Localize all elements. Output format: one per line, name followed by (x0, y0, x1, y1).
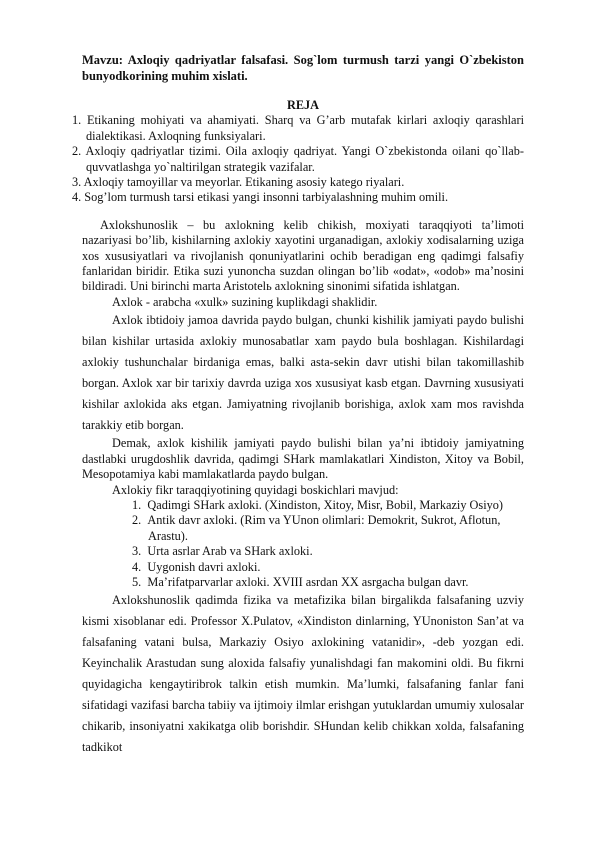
stage-item: 1. Qadimgi SHark axloki. (Xindiston, Xitoy, Misr, Bobil, Markaziy Osiyo) (132, 497, 504, 512)
paragraph-origin: Axlok ibtidoiy jamoa davrida paydo bulgan, chunki kishilik jamiyati paydo bulishi bilan kishilar urtasida axlokiy munosabatlar xam paydo bula boshlagan. Kishilardagi axlokiy tushunchalar birdaniga emas, balki asta-sekin davr utishi bilan takomillashib borgan. Axlok xar bir tarixiy davrda uziga xos xususiyat kasb etgan. Davrning xususiyati kishilar axlokida aks etgan. Jamiyatning rivojlanib borishiga, axlok xam mos ravishda tarakkiy etib borgan. (82, 313, 524, 433)
document-page (72, 52, 524, 758)
paragraph-stages-intro: Axlokiy fikr taraqqiyotining quyidagi boskichlari mavjud: (112, 482, 399, 497)
stages-list (82, 498, 524, 590)
stage-item: 2. Antik davr axloki. (Rim va YUnon olimlari: Demokrit, Sukrot, Aflotun, Arastu). (132, 513, 501, 543)
paragraph-history: Axlokshunoslik qadimda fizika va metafizika bilan birgalikda falsafaning uzviy kismi xisoblanar edi. Professor X.Pulatov, «Xindiston dinlarning, YUnoniston San’at va falsafaning vatani bulsa, Markaziy Osiyo axlokining vatanidir», -deb yozgan edi. Keyinchalik Arastudan sung aloxida falsafiy yunalishdagi fan makomini oldi. Bu fikrni quyidagicha kengaytiribrok talkin etish mumkin. Ma’lumki, falsafaning fanlar fani sifatidagi vazifasi barcha tabiiy va ijtimoiy ilmlar erishgan yutuklardan umumiy xulosalar chikarib, insoniyatni xakikatga olib borishdir. SHundan kelib chikkan xolda, falsafaning tadkikot (82, 593, 524, 755)
paragraph-definition: Axlokshunoslik – bu axlokning kelib chikish, moxiyati taraqqiyoti ta’limoti nazariyasi bo’lib, kishilarning axlokiy xayotini urganadigan, axlokiy xodisalarning uziga xos xususiyatlari va rivojlanish qonuniyatlarini ochib beradigan eng qadimgi falsafiy fanlaridan biridir. Etika suzi yunoncha suzdan olingan bo’lib «odat», «odob» ma’nosini bildiradi. Uni birinchi marta Aristotelь axlokning sinonimi sifatida ishlatgan. (82, 217, 524, 294)
stage-item: 5. Ma’rifatparvarlar axloki. XVIII asrdan XX asrgacha bulgan davr. (132, 574, 469, 589)
stage-item: 3. Urta asrlar Arab va SHark axloki. (132, 544, 313, 559)
plan-item: 4. Sog’lom turmush tarsi etikasi yangi insonni tarbiyalashning muhim omili. (72, 190, 449, 205)
plan-list (72, 113, 524, 205)
topic-heading: Mavzu: Axloqiy qadriyatlar falsafasi. Sog`lom turmush tarzi yangi O`zbekiston bunyodkorining muhim xislati. (82, 53, 524, 83)
paragraph-ancient-east: Demak, axlok kishilik jamiyati paydo bulishi bilan ya’ni ibtidoiy jamiyatning dastlabki urugdoshlik davrida, qadimgi SHark mamlakatlari Xindiston, Xitoy va Bobil, Mesopotamiya kabi mamlakatlarda paydo bulgan. (82, 436, 524, 482)
plan-title: REJA (286, 98, 320, 112)
stage-item: 4. Uygonish davri axloki. (132, 559, 261, 574)
plan-item: 3. Axloqiy tamoyillar va meyorlar. Etikaning asosiy katego riyalari. (72, 175, 405, 190)
plan-item: 1. Etikaning mohiyati va ahamiyati. Sharq va G’arb mutafak kirlari axloqiy qarashlari dialektikasi. Axloqning funksiyalari. (72, 113, 524, 143)
plan-item: 2. Axloqiy qadriyatlar tizimi. Oila axloqiy qadriyat. Yangi O`zbekistonda oilani qo`llab-quvvatlashga yo`naltirilgan strategik vazifalar. (72, 144, 524, 174)
paragraph-arabic-origin: Axlok - arabcha «xulk» suzining kuplikdagi shaklidir. (112, 294, 378, 309)
